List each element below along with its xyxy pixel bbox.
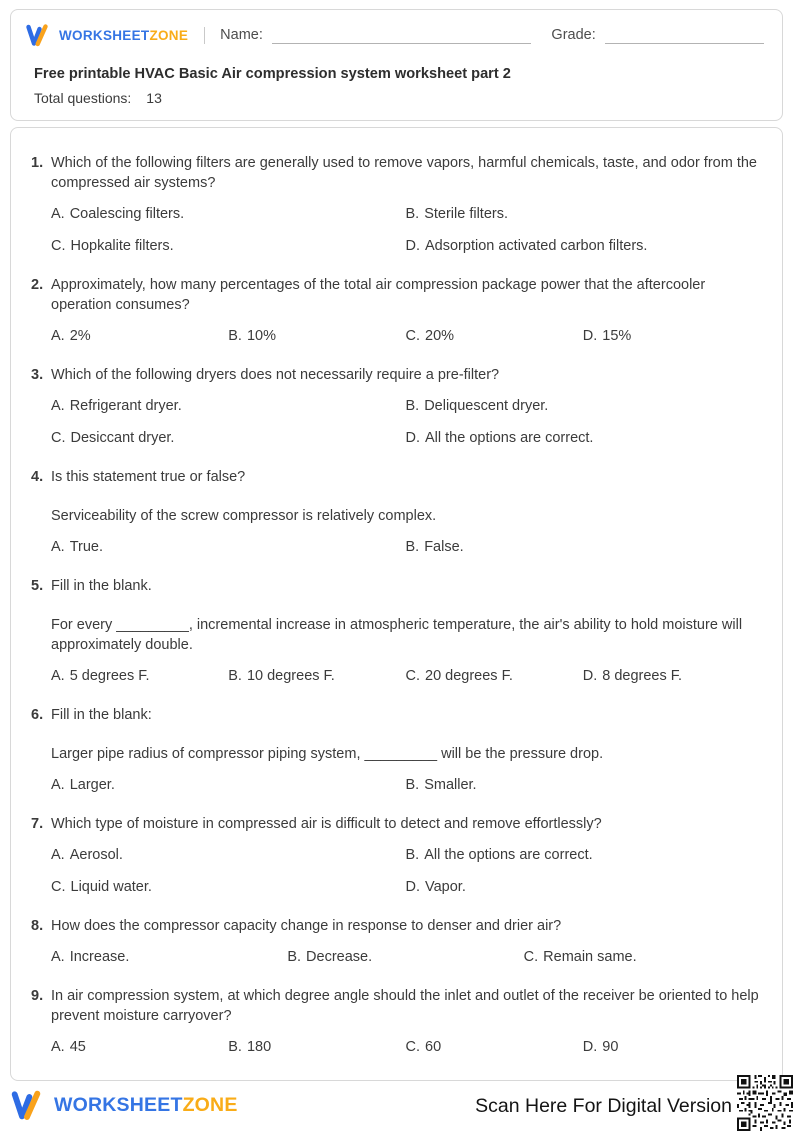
worksheetzone-w-icon [25, 23, 52, 47]
question [31, 467, 760, 557]
brand-wordmark [59, 28, 188, 43]
scan-here-text: Scan Here For Digital Version [475, 1095, 732, 1117]
total-questions-value: 13 [146, 90, 162, 106]
answer-option [51, 947, 287, 967]
answer-option [406, 775, 761, 795]
question-number: 3. [31, 367, 44, 383]
option-text: Coalescing filters. [69, 206, 185, 222]
question-body [51, 705, 760, 795]
option-letter: B. [228, 668, 242, 684]
answer-option [406, 396, 761, 416]
header-brand-row [25, 23, 766, 47]
option-letter: D. [405, 238, 420, 254]
option-letter: B. [228, 1039, 242, 1055]
question-number: 2. [31, 277, 44, 293]
answer-option [51, 326, 228, 346]
option-letter: C. [405, 1039, 420, 1055]
option-letter: B. [405, 206, 420, 222]
option-text: Desiccant dryer. [70, 430, 175, 446]
worksheet-title: Free printable HVAC Basic Air compression system worksheet part 2 [34, 66, 511, 82]
question-body [51, 986, 760, 1057]
option-text: 60 [425, 1039, 442, 1055]
answer-option [406, 877, 761, 897]
brand-word-zone: ZONE [182, 1093, 238, 1116]
name-label: Name: [220, 27, 263, 43]
option-letter: A. [51, 949, 65, 965]
option-letter: C. [51, 238, 66, 254]
answer-option [406, 326, 583, 346]
option-text: 90 [602, 1039, 619, 1055]
answer-option [406, 845, 761, 865]
question-number: 6. [31, 707, 44, 723]
option-letter: B. [405, 539, 420, 555]
question [31, 576, 760, 686]
answer-option [228, 326, 405, 346]
name-fill-line [272, 27, 532, 44]
options-grid [51, 775, 760, 795]
option-text: Aerosol. [69, 847, 123, 863]
question-text: Approximately, how many percentages of the total air compression package power that the aftercooler operation consumes? [51, 277, 706, 313]
question-body [51, 814, 760, 897]
grade-fill-line [605, 27, 764, 44]
question-body [51, 275, 760, 346]
option-letter: C. [523, 949, 539, 965]
option-text: Hopkalite filters. [70, 238, 174, 254]
question-body [51, 153, 760, 256]
question-number: 1. [31, 155, 44, 171]
answer-option [51, 396, 406, 416]
option-text: All the options are correct. [425, 430, 594, 446]
option-text: 10% [246, 328, 276, 344]
option-letter: D. [405, 879, 420, 895]
option-text: 20 degrees F. [425, 668, 513, 684]
question-body [51, 467, 760, 557]
answer-option [51, 877, 406, 897]
option-letter: A. [51, 206, 65, 222]
question [31, 705, 760, 795]
option-text: Increase. [69, 949, 130, 965]
question-body [51, 576, 760, 686]
option-letter: B. [228, 328, 242, 344]
option-text: 2% [69, 328, 91, 344]
option-text: All the options are correct. [424, 847, 593, 863]
answer-option [406, 537, 761, 557]
option-letter: A. [51, 1039, 65, 1055]
option-text: Smaller. [424, 777, 477, 793]
question [31, 275, 760, 346]
answer-option [524, 947, 760, 967]
question-body [51, 365, 760, 448]
question [31, 365, 760, 448]
worksheet-header [10, 9, 783, 121]
answer-option [228, 1037, 405, 1057]
options-grid [51, 326, 760, 346]
options-grid [51, 947, 760, 967]
option-letter: C. [51, 879, 66, 895]
answer-option [287, 947, 523, 967]
option-letter: D. [582, 328, 598, 344]
qr-code-icon [737, 1075, 793, 1131]
option-text: True. [69, 539, 104, 555]
question-number: 8. [31, 918, 44, 934]
question-text: Fill in the blank. [51, 578, 152, 594]
question-number: 4. [31, 469, 44, 485]
option-text: Remain same. [543, 949, 637, 965]
option-letter: D. [405, 430, 420, 446]
option-letter: B. [405, 398, 420, 414]
answer-option [51, 236, 406, 256]
answer-option [51, 845, 406, 865]
total-questions [34, 90, 766, 106]
options-grid [51, 666, 760, 686]
answer-option [228, 666, 405, 686]
question-text: In air compression system, at which degree angle should the inlet and outlet of the receiver be oriented to help prevent moisture carryover? [51, 988, 759, 1024]
option-text: Larger. [69, 777, 115, 793]
footer-brand-wordmark [54, 1094, 238, 1117]
question-text: Fill in the blank: [51, 707, 152, 723]
option-text: 10 degrees F. [246, 668, 335, 684]
option-letter: D. [582, 668, 598, 684]
question-statement: For every _________, incremental increase in atmospheric temperature, the air's ability to hold moisture will approximately double. [51, 617, 743, 653]
answer-option [406, 666, 583, 686]
answer-option [51, 537, 406, 557]
option-letter: C. [405, 668, 420, 684]
option-letter: A. [51, 539, 65, 555]
option-letter: A. [51, 777, 65, 793]
brand-word-zone: ZONE [149, 27, 189, 43]
answer-option [51, 666, 228, 686]
answer-option [406, 236, 761, 256]
option-text: Refrigerant dryer. [69, 398, 182, 414]
option-letter: B. [287, 949, 302, 965]
options-grid [51, 1037, 760, 1057]
answer-option [406, 1037, 583, 1057]
footer-worksheetzone-logo [10, 1089, 238, 1121]
question-number: 7. [31, 816, 44, 832]
option-text: 45 [69, 1039, 86, 1055]
question-text: How does the compressor capacity change in response to denser and drier air? [51, 918, 562, 934]
question-text: Which type of moisture in compressed air is difficult to detect and remove effortlessly? [51, 816, 602, 832]
option-letter: B. [405, 777, 420, 793]
answer-option [51, 1037, 228, 1057]
option-text: 8 degrees F. [602, 668, 683, 684]
option-text: False. [424, 539, 464, 555]
option-letter: B. [405, 847, 420, 863]
option-text: Vapor. [425, 879, 466, 895]
question-statement: Serviceability of the screw compressor is relatively complex. [51, 508, 437, 524]
question [31, 153, 760, 256]
option-text: 5 degrees F. [69, 668, 150, 684]
option-text: Deliquescent dryer. [424, 398, 549, 414]
questions-list [31, 153, 760, 1057]
answer-option [583, 666, 760, 686]
option-text: Decrease. [306, 949, 373, 965]
answer-option [583, 1037, 760, 1057]
answer-option [51, 204, 406, 224]
option-letter: A. [51, 668, 65, 684]
option-text: 180 [246, 1039, 272, 1055]
option-letter: A. [51, 398, 65, 414]
question-number: 5. [31, 578, 44, 594]
worksheetzone-w-icon [10, 1089, 46, 1121]
answer-option [51, 428, 406, 448]
options-grid [51, 396, 760, 448]
question-number: 9. [31, 988, 44, 1004]
option-text: Sterile filters. [424, 206, 509, 222]
question [31, 814, 760, 897]
worksheetzone-logo [25, 23, 188, 47]
brand-word-worksheet: WORKSHEET [59, 27, 150, 43]
header-divider [204, 27, 205, 44]
option-letter: D. [582, 1039, 598, 1055]
options-grid [51, 537, 760, 557]
options-grid [51, 204, 760, 256]
option-letter: C. [51, 430, 66, 446]
option-text: 15% [602, 328, 632, 344]
questions-card [10, 127, 783, 1081]
brand-word-worksheet: WORKSHEET [54, 1093, 183, 1116]
total-questions-label: Total questions: [34, 90, 132, 106]
question-statement: Larger pipe radius of compressor piping system, _________ will be the pressure drop. [51, 746, 604, 762]
option-letter: A. [51, 847, 65, 863]
option-text: Liquid water. [70, 879, 152, 895]
question-body [51, 916, 760, 967]
option-letter: C. [405, 328, 420, 344]
question-text: Is this statement true or false? [51, 469, 246, 485]
option-text: Adsorption activated carbon filters. [425, 238, 648, 254]
option-text: 20% [425, 328, 455, 344]
answer-option [583, 326, 760, 346]
answer-option [406, 428, 761, 448]
question [31, 986, 760, 1057]
answer-option [51, 775, 406, 795]
question-text: Which of the following filters are generally used to remove vapors, harmful chemicals, taste, and odor from the compressed air systems? [51, 155, 757, 191]
page-footer [10, 1079, 793, 1131]
question [31, 916, 760, 967]
options-grid [51, 845, 760, 897]
option-letter: A. [51, 328, 65, 344]
question-text: Which of the following dryers does not necessarily require a pre-filter? [51, 367, 500, 383]
answer-option [406, 204, 761, 224]
grade-label: Grade: [551, 27, 596, 43]
